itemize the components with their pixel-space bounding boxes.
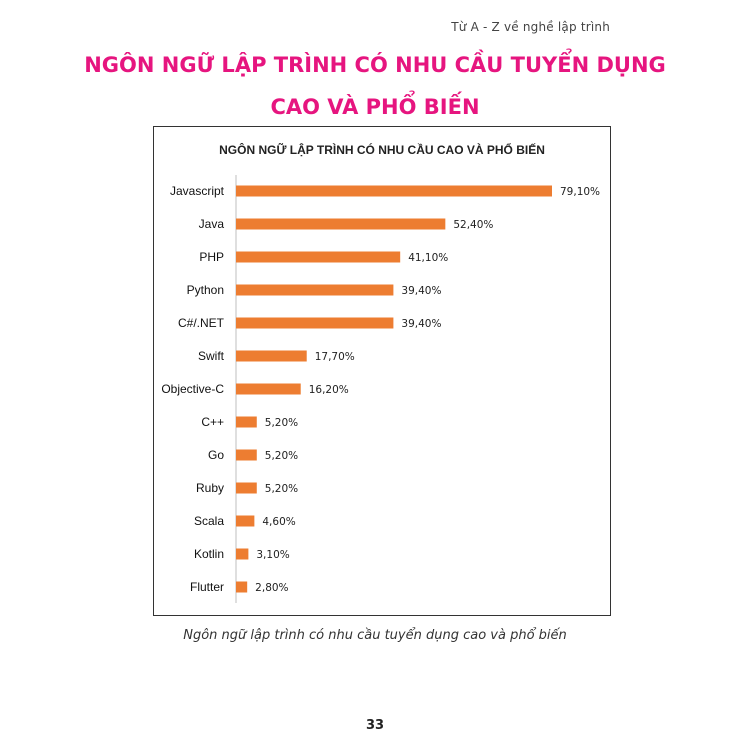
bar <box>236 351 307 362</box>
category-label: C++ <box>201 415 224 429</box>
bar <box>236 219 445 230</box>
data-label: 16,20% <box>308 384 349 396</box>
bar <box>236 285 393 296</box>
category-label: C#/.NET <box>177 316 224 330</box>
bar <box>236 186 552 197</box>
category-label: Swift <box>197 349 224 363</box>
page-title <box>0 44 750 128</box>
page-number: 33 <box>365 718 385 733</box>
category-label: Go <box>207 448 224 462</box>
data-label: 41,10% <box>408 252 449 264</box>
category-label: Objective-C <box>161 382 224 396</box>
category-label: Python <box>186 283 224 297</box>
category-label: Flutter <box>189 580 224 594</box>
data-label: 39,40% <box>401 285 442 297</box>
page-title-line-2: CAO VÀ PHỔ BIẾN <box>270 95 480 119</box>
data-label: 17,70% <box>314 351 355 363</box>
data-label: 52,40% <box>453 219 494 231</box>
bar <box>236 516 254 527</box>
data-label: 3,10% <box>256 549 290 561</box>
bar <box>236 483 257 494</box>
data-label: 79,10% <box>560 186 601 198</box>
bar <box>236 549 248 560</box>
category-label: Javascript <box>169 184 224 198</box>
data-label: 5,20% <box>264 450 299 462</box>
category-label: Kotlin <box>193 547 224 561</box>
bar-chart <box>154 127 610 615</box>
bar <box>236 582 247 593</box>
bar <box>236 252 400 263</box>
category-label: Java <box>198 217 224 231</box>
chart-title: NGÔN NGỮ LẬP TRÌNH CÓ NHU CẦU CAO VÀ PHỔ BIẾN <box>219 143 545 157</box>
category-label: Scala <box>193 514 224 528</box>
chart-frame <box>153 126 611 616</box>
category-label: Ruby <box>195 481 224 495</box>
running-header: Từ A - Z về nghề lập trình <box>451 20 610 34</box>
category-label: PHP <box>199 250 224 264</box>
data-label: 39,40% <box>401 318 442 330</box>
bar <box>236 417 257 428</box>
page-title-line-1: NGÔN NGỮ LẬP TRÌNH CÓ NHU CẦU TUYỂN DỤNG <box>84 53 666 77</box>
data-label: 4,60% <box>262 516 296 528</box>
data-label: 5,20% <box>264 417 299 429</box>
data-label: 2,80% <box>255 582 289 594</box>
bar <box>236 318 393 329</box>
data-label: 5,20% <box>264 483 299 495</box>
bar <box>236 450 257 461</box>
figure-caption: Ngôn ngữ lập trình có nhu cầu tuyển dụng cao và phổ biến <box>183 628 567 643</box>
bar <box>236 384 301 395</box>
